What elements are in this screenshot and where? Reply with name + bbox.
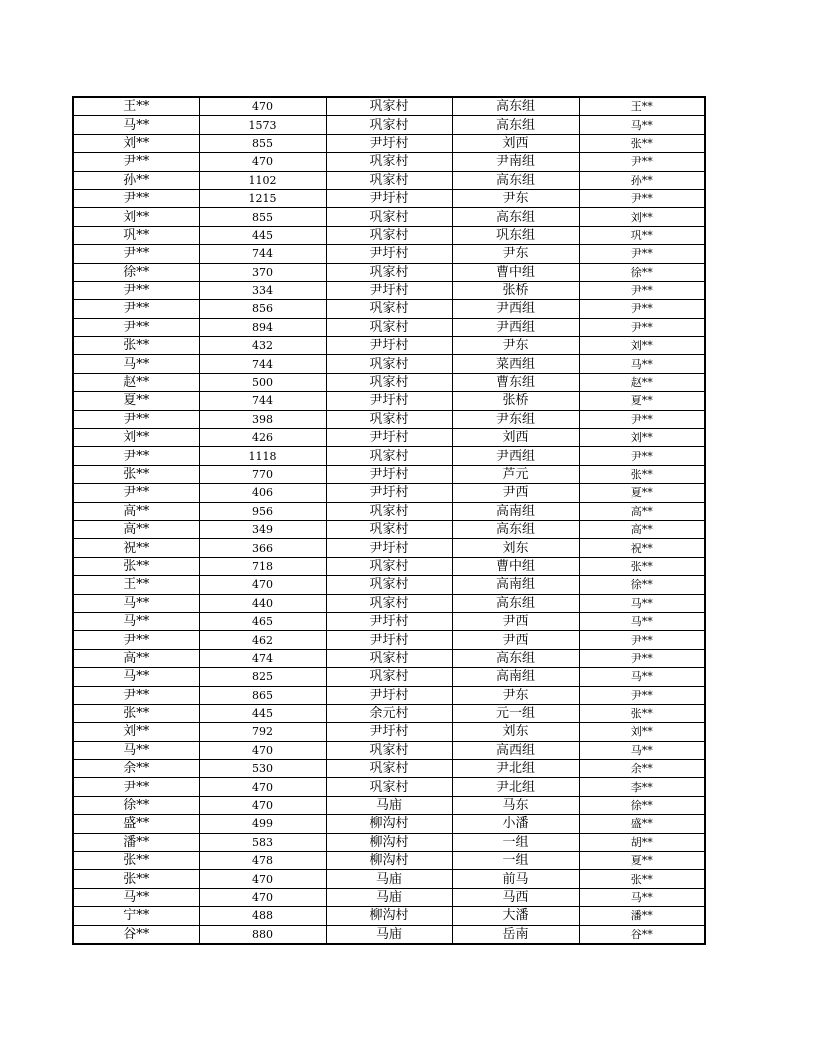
village-cell: 尹圩村	[326, 429, 452, 447]
amount-cell: 744	[199, 355, 326, 373]
village-cell: 马庙	[326, 888, 452, 906]
group-cell: 尹东	[452, 337, 579, 355]
table-row	[73, 741, 705, 759]
name-cell: 张**	[73, 465, 199, 483]
village-cell: 尹圩村	[326, 392, 452, 410]
amount-cell: 583	[199, 833, 326, 851]
village-cell: 尹圩村	[326, 245, 452, 263]
group-cell: 尹北组	[452, 778, 579, 796]
name-cell: 孙**	[73, 171, 199, 189]
payee-cell: 李**	[579, 778, 705, 796]
table-row	[73, 612, 705, 630]
village-cell: 柳沟村	[326, 907, 452, 925]
group-cell: 高南组	[452, 668, 579, 686]
name-cell: 余**	[73, 760, 199, 778]
amount-cell: 865	[199, 686, 326, 704]
payee-cell: 尹**	[579, 410, 705, 428]
payee-cell: 巩**	[579, 226, 705, 244]
village-cell: 巩家村	[326, 153, 452, 171]
group-cell: 高西组	[452, 741, 579, 759]
group-cell: 小潘	[452, 815, 579, 833]
name-cell: 马**	[73, 355, 199, 373]
amount-cell: 530	[199, 760, 326, 778]
payee-cell: 刘**	[579, 723, 705, 741]
name-cell: 徐**	[73, 263, 199, 281]
payee-cell: 夏**	[579, 852, 705, 870]
name-cell: 祝**	[73, 539, 199, 557]
name-cell: 尹**	[73, 410, 199, 428]
amount-cell: 474	[199, 649, 326, 667]
name-cell: 赵**	[73, 373, 199, 391]
amount-cell: 440	[199, 594, 326, 612]
table-row	[73, 907, 705, 925]
name-cell: 徐**	[73, 796, 199, 814]
name-cell: 尹**	[73, 318, 199, 336]
amount-cell: 470	[199, 870, 326, 888]
data-table	[72, 96, 706, 945]
group-cell: 高南组	[452, 502, 579, 520]
name-cell: 高**	[73, 649, 199, 667]
table-row	[73, 925, 705, 944]
name-cell: 尹**	[73, 189, 199, 207]
table-row	[73, 153, 705, 171]
village-cell: 尹圩村	[326, 189, 452, 207]
payee-cell: 马**	[579, 612, 705, 630]
amount-cell: 1118	[199, 447, 326, 465]
table-row	[73, 337, 705, 355]
table-row	[73, 888, 705, 906]
table-row	[73, 392, 705, 410]
name-cell: 张**	[73, 337, 199, 355]
name-cell: 高**	[73, 520, 199, 538]
table-row	[73, 576, 705, 594]
amount-cell: 744	[199, 392, 326, 410]
name-cell: 马**	[73, 741, 199, 759]
village-cell: 尹圩村	[326, 686, 452, 704]
village-cell: 马庙	[326, 925, 452, 944]
amount-cell: 500	[199, 373, 326, 391]
payee-cell: 余**	[579, 760, 705, 778]
amount-cell: 1102	[199, 171, 326, 189]
table-row	[73, 245, 705, 263]
table-row	[73, 484, 705, 502]
amount-cell: 349	[199, 520, 326, 538]
amount-cell: 470	[199, 741, 326, 759]
amount-cell: 855	[199, 134, 326, 152]
payee-cell: 徐**	[579, 263, 705, 281]
group-cell: 大潘	[452, 907, 579, 925]
payee-cell: 尹**	[579, 686, 705, 704]
name-cell: 张**	[73, 852, 199, 870]
amount-cell: 470	[199, 576, 326, 594]
village-cell: 巩家村	[326, 208, 452, 226]
group-cell: 尹东组	[452, 410, 579, 428]
group-cell: 一组	[452, 833, 579, 851]
name-cell: 王**	[73, 97, 199, 116]
amount-cell: 470	[199, 97, 326, 116]
village-cell: 巩家村	[326, 263, 452, 281]
payee-cell: 马**	[579, 741, 705, 759]
village-cell: 巩家村	[326, 97, 452, 116]
village-cell: 尹圩村	[326, 539, 452, 557]
payee-cell: 王**	[579, 97, 705, 116]
amount-cell: 855	[199, 208, 326, 226]
payee-cell: 夏**	[579, 484, 705, 502]
payee-cell: 徐**	[579, 576, 705, 594]
name-cell: 张**	[73, 704, 199, 722]
group-cell: 马西	[452, 888, 579, 906]
name-cell: 尹**	[73, 245, 199, 263]
group-cell: 高南组	[452, 576, 579, 594]
table-row	[73, 189, 705, 207]
amount-cell: 744	[199, 245, 326, 263]
table-row	[73, 318, 705, 336]
group-cell: 尹北组	[452, 760, 579, 778]
group-cell: 尹西	[452, 484, 579, 502]
table-row	[73, 649, 705, 667]
village-cell: 巩家村	[326, 778, 452, 796]
table-row	[73, 465, 705, 483]
table-row	[73, 226, 705, 244]
payee-cell: 尹**	[579, 245, 705, 263]
amount-cell: 856	[199, 300, 326, 318]
table-row	[73, 373, 705, 391]
village-cell: 巩家村	[326, 741, 452, 759]
village-cell: 尹圩村	[326, 134, 452, 152]
payee-cell: 高**	[579, 520, 705, 538]
payee-cell: 徐**	[579, 796, 705, 814]
amount-cell: 334	[199, 281, 326, 299]
name-cell: 尹**	[73, 484, 199, 502]
name-cell: 刘**	[73, 134, 199, 152]
group-cell: 刘西	[452, 134, 579, 152]
amount-cell: 718	[199, 557, 326, 575]
group-cell: 巩东组	[452, 226, 579, 244]
payee-cell: 刘**	[579, 429, 705, 447]
payee-cell: 孙**	[579, 171, 705, 189]
name-cell: 巩**	[73, 226, 199, 244]
group-cell: 曹东组	[452, 373, 579, 391]
payee-cell: 张**	[579, 870, 705, 888]
group-cell: 尹西组	[452, 300, 579, 318]
table-body	[73, 97, 705, 944]
village-cell: 尹圩村	[326, 631, 452, 649]
amount-cell: 465	[199, 612, 326, 630]
payee-cell: 尹**	[579, 281, 705, 299]
group-cell: 高东组	[452, 520, 579, 538]
village-cell: 巩家村	[326, 668, 452, 686]
amount-cell: 462	[199, 631, 326, 649]
table-row	[73, 116, 705, 134]
group-cell: 尹西组	[452, 447, 579, 465]
amount-cell: 792	[199, 723, 326, 741]
amount-cell: 470	[199, 888, 326, 906]
name-cell: 张**	[73, 557, 199, 575]
village-cell: 巩家村	[326, 520, 452, 538]
name-cell: 王**	[73, 576, 199, 594]
group-cell: 尹西组	[452, 318, 579, 336]
table-row	[73, 631, 705, 649]
payee-cell: 张**	[579, 704, 705, 722]
village-cell: 柳沟村	[326, 852, 452, 870]
amount-cell: 499	[199, 815, 326, 833]
name-cell: 马**	[73, 116, 199, 134]
payee-cell: 赵**	[579, 373, 705, 391]
table-row	[73, 281, 705, 299]
table-row	[73, 760, 705, 778]
village-cell: 巩家村	[326, 576, 452, 594]
payee-cell: 尹**	[579, 649, 705, 667]
table-row	[73, 429, 705, 447]
village-cell: 巩家村	[326, 447, 452, 465]
name-cell: 谷**	[73, 925, 199, 944]
group-cell: 张桥	[452, 281, 579, 299]
payee-cell: 潘**	[579, 907, 705, 925]
amount-cell: 488	[199, 907, 326, 925]
name-cell: 尹**	[73, 686, 199, 704]
payee-cell: 胡**	[579, 833, 705, 851]
amount-cell: 445	[199, 226, 326, 244]
group-cell: 前马	[452, 870, 579, 888]
group-cell: 高东组	[452, 594, 579, 612]
village-cell: 巩家村	[326, 171, 452, 189]
group-cell: 岳南	[452, 925, 579, 944]
name-cell: 马**	[73, 594, 199, 612]
group-cell: 高东组	[452, 97, 579, 116]
payee-cell: 盛**	[579, 815, 705, 833]
village-cell: 巩家村	[326, 594, 452, 612]
group-cell: 尹东	[452, 245, 579, 263]
group-cell: 芦元	[452, 465, 579, 483]
payee-cell: 尹**	[579, 318, 705, 336]
table-row	[73, 704, 705, 722]
group-cell: 尹东	[452, 189, 579, 207]
village-cell: 巩家村	[326, 226, 452, 244]
payee-cell: 谷**	[579, 925, 705, 944]
name-cell: 尹**	[73, 300, 199, 318]
village-cell: 巩家村	[326, 760, 452, 778]
table-row	[73, 97, 705, 116]
table-row	[73, 355, 705, 373]
group-cell: 一组	[452, 852, 579, 870]
group-cell: 尹西	[452, 631, 579, 649]
amount-cell: 432	[199, 337, 326, 355]
village-cell: 马庙	[326, 796, 452, 814]
table-row	[73, 539, 705, 557]
name-cell: 盛**	[73, 815, 199, 833]
village-cell: 柳沟村	[326, 815, 452, 833]
group-cell: 马东	[452, 796, 579, 814]
table-row	[73, 778, 705, 796]
table-row	[73, 796, 705, 814]
village-cell: 巩家村	[326, 318, 452, 336]
name-cell: 尹**	[73, 778, 199, 796]
amount-cell: 770	[199, 465, 326, 483]
name-cell: 马**	[73, 888, 199, 906]
payee-cell: 马**	[579, 888, 705, 906]
table-row	[73, 815, 705, 833]
group-cell: 刘东	[452, 723, 579, 741]
amount-cell: 470	[199, 153, 326, 171]
amount-cell: 398	[199, 410, 326, 428]
table-row	[73, 594, 705, 612]
payee-cell: 马**	[579, 594, 705, 612]
group-cell: 曹中组	[452, 263, 579, 281]
village-cell: 尹圩村	[326, 484, 452, 502]
village-cell: 巩家村	[326, 557, 452, 575]
amount-cell: 956	[199, 502, 326, 520]
name-cell: 张**	[73, 870, 199, 888]
table-row	[73, 447, 705, 465]
village-cell: 柳沟村	[326, 833, 452, 851]
payee-cell: 尹**	[579, 189, 705, 207]
name-cell: 马**	[73, 612, 199, 630]
table-row	[73, 300, 705, 318]
name-cell: 夏**	[73, 392, 199, 410]
amount-cell: 426	[199, 429, 326, 447]
payee-cell: 夏**	[579, 392, 705, 410]
group-cell: 曹中组	[452, 557, 579, 575]
payee-cell: 刘**	[579, 337, 705, 355]
group-cell: 刘西	[452, 429, 579, 447]
village-cell: 巩家村	[326, 649, 452, 667]
village-cell: 马庙	[326, 870, 452, 888]
payee-cell: 祝**	[579, 539, 705, 557]
amount-cell: 470	[199, 778, 326, 796]
amount-cell: 1215	[199, 189, 326, 207]
table-row	[73, 668, 705, 686]
name-cell: 刘**	[73, 429, 199, 447]
amount-cell: 366	[199, 539, 326, 557]
name-cell: 马**	[73, 668, 199, 686]
table-row	[73, 723, 705, 741]
village-cell: 尹圩村	[326, 281, 452, 299]
table-row	[73, 134, 705, 152]
table-row	[73, 557, 705, 575]
amount-cell: 825	[199, 668, 326, 686]
village-cell: 巩家村	[326, 116, 452, 134]
table-row	[73, 833, 705, 851]
payee-cell: 尹**	[579, 631, 705, 649]
table-row	[73, 171, 705, 189]
group-cell: 高东组	[452, 649, 579, 667]
village-cell: 尹圩村	[326, 337, 452, 355]
name-cell: 刘**	[73, 723, 199, 741]
village-cell: 巩家村	[326, 355, 452, 373]
name-cell: 尹**	[73, 153, 199, 171]
group-cell: 尹西	[452, 612, 579, 630]
payee-cell: 张**	[579, 557, 705, 575]
village-cell: 巩家村	[326, 373, 452, 391]
payee-cell: 高**	[579, 502, 705, 520]
name-cell: 刘**	[73, 208, 199, 226]
group-cell: 元一组	[452, 704, 579, 722]
table-row	[73, 208, 705, 226]
amount-cell: 894	[199, 318, 326, 336]
table-row	[73, 520, 705, 538]
group-cell: 刘东	[452, 539, 579, 557]
payee-cell: 马**	[579, 668, 705, 686]
table-row	[73, 263, 705, 281]
village-cell: 尹圩村	[326, 723, 452, 741]
amount-cell: 1573	[199, 116, 326, 134]
name-cell: 宁**	[73, 907, 199, 925]
amount-cell: 406	[199, 484, 326, 502]
payee-cell: 张**	[579, 465, 705, 483]
village-cell: 尹圩村	[326, 612, 452, 630]
village-cell: 余元村	[326, 704, 452, 722]
table-row	[73, 852, 705, 870]
amount-cell: 470	[199, 796, 326, 814]
group-cell: 菜西组	[452, 355, 579, 373]
table-row	[73, 870, 705, 888]
name-cell: 尹**	[73, 631, 199, 649]
name-cell: 尹**	[73, 447, 199, 465]
village-cell: 巩家村	[326, 300, 452, 318]
table-row	[73, 410, 705, 428]
payee-cell: 尹**	[579, 447, 705, 465]
name-cell: 潘**	[73, 833, 199, 851]
payee-cell: 刘**	[579, 208, 705, 226]
village-cell: 巩家村	[326, 502, 452, 520]
payee-cell: 尹**	[579, 153, 705, 171]
name-cell: 尹**	[73, 281, 199, 299]
payee-cell: 马**	[579, 116, 705, 134]
village-cell: 尹圩村	[326, 465, 452, 483]
payee-cell: 尹**	[579, 300, 705, 318]
group-cell: 高东组	[452, 171, 579, 189]
amount-cell: 370	[199, 263, 326, 281]
amount-cell: 880	[199, 925, 326, 944]
name-cell: 高**	[73, 502, 199, 520]
payee-cell: 马**	[579, 355, 705, 373]
amount-cell: 478	[199, 852, 326, 870]
village-cell: 巩家村	[326, 410, 452, 428]
group-cell: 尹东	[452, 686, 579, 704]
group-cell: 高东组	[452, 208, 579, 226]
table-row	[73, 502, 705, 520]
payee-cell: 张**	[579, 134, 705, 152]
amount-cell: 445	[199, 704, 326, 722]
group-cell: 张桥	[452, 392, 579, 410]
group-cell: 高东组	[452, 116, 579, 134]
group-cell: 尹南组	[452, 153, 579, 171]
table-row	[73, 686, 705, 704]
